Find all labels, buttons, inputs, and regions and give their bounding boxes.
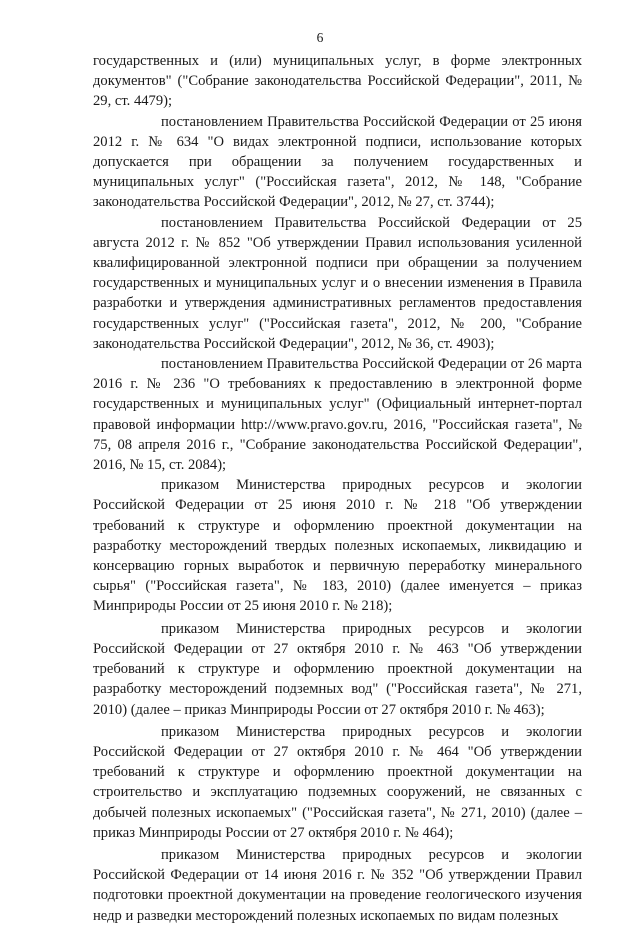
paragraph-decree-634: постановлением Правительства Российской Федерации от 25 июня 2012 г. № 634 "О видах электронной подписи, использование которых допускается при обращении за получением государственных и муниципальных услуг" ("Российская газета", 2012, № 148, "Собрание законодательства Российской Федерации", 2012, № 27, ст. 3744); — [93, 113, 582, 211]
page-number: 6 — [316, 30, 324, 45]
paragraph-order-352: приказом Министерства природных ресурсов и экологии Российской Федерации от 14 июня 2016 г. № 352 "Об утверждении Правил подготовки проектной документации на проведение геологического изучения недр и разведки месторождений полезных ископаемых по видам полезных — [93, 846, 582, 924]
paragraph-decree-236: постановлением Правительства Российской Федерации от 26 марта 2016 г. № 236 "О требованиях к предоставлению в электронной форме государственных и муниципальных услуг" (Официальный интернет-портал правовой информации http://www.pravo.gov.ru, 2016, "Российская газета", № 75, 08 апреля 2016 г., "Собрание законодательства Российской Федерации", 2016, № 15, ст. 2084); — [93, 356, 582, 474]
paragraph-decree-852: постановлением Правительства Российской Федерации от 25 августа 2012 г. № 852 "Об утверждении Правил использования усиленной квалифицированной электронной подписи при обращении за получением государственных и муниципальных услуг и о внесении изменения в Правила разработки и утверждения административных регламентов предоставления государственных услуг" ("Российская газета", 2012, № 200, "Собрание законодательства Российской Федерации", 2012, № 36, ст. 4903); — [93, 214, 582, 352]
paragraph-continuation: государственных и (или) муниципальных услуг, в форме электронных документов" ("Собрание законодательства Российской Федерации", 2011, № 29, ст. 4479); — [93, 53, 582, 110]
paragraph-order-464: приказом Министерства природных ресурсов и экологии Российской Федерации от 27 октября 2010 г. № 464 "Об утверждении требований к структуре и оформлению проектной документации на строительство и эксплуатацию подземных сооружений, не связанных с добычей полезных ископаемых" ("Российская газета", № 271, 2010) (далее – приказ Минприроды России от 27 октября 2010 г. № 464); — [93, 723, 582, 841]
document-body — [93, 51, 582, 926]
paragraph-order-463: приказом Министерства природных ресурсов и экологии Российской Федерации от 27 октября 2010 г. № 463 "Об утверждении требований к структуре и оформлению проектной документации на разработку месторождений подземных вод" ("Российская газета", № 271, 2010) (далее – приказ Минприроды России от 27 октября 2010 г. № 463); — [93, 620, 582, 718]
paragraph-order-218: приказом Министерства природных ресурсов и экологии Российской Федерации от 25 июня 2010 г. № 218 "Об утверждении требований к структуре и оформлению проектной документации на разработку месторождений твердых полезных ископаемых, ликвидацию и консервацию горных выработок и первичную переработку минерального сырья" ("Российская газета", № 183, 2010) (далее именуется – приказ Минприроды России от 25 июня 2010 г. № 218); — [93, 477, 582, 615]
